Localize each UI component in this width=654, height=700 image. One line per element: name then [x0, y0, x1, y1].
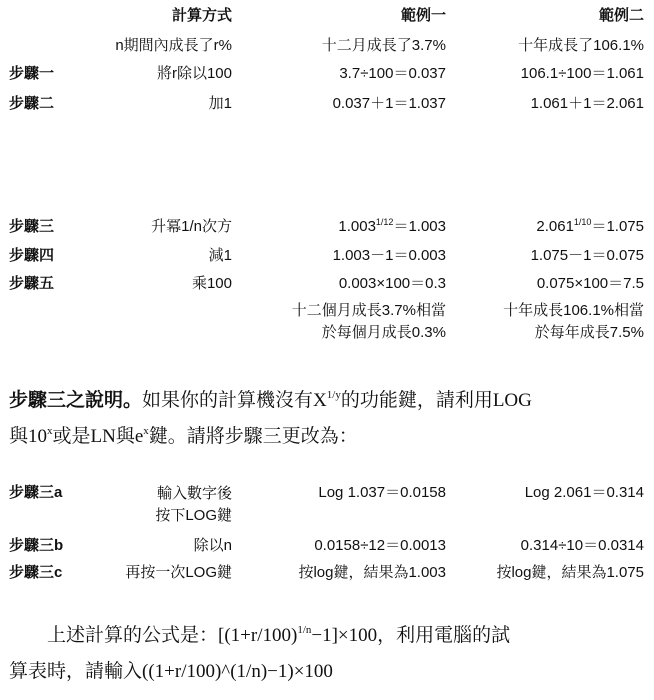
ten-power-key: 10$^x$ [28, 425, 53, 447]
premise-label-cell [0, 36, 110, 56]
step-3-label: 步驟三 [9, 218, 55, 235]
step-3-method: 升冪1/n次方 [151, 218, 232, 235]
step-4-method: 減1 [208, 247, 232, 264]
step-1-example-2: 106.1÷100＝1.061 [520, 65, 644, 82]
step-3c-label: 步驟三c [9, 564, 63, 581]
conclusion-example-2-line-2: 於每年成長7.5% [534, 324, 644, 341]
step-3a-method-line-1: 輸入數字後 [156, 485, 232, 502]
header-example-2: 範例二 [598, 7, 644, 24]
conclusion-example-2-line-1: 十年成長106.1%相當 [503, 302, 644, 319]
formula-line-1: 上述計算的公式是：$[(1+r/100)^{1/n}-1]\times 100$，利用電腦的試 [47, 624, 511, 646]
step-3c-example-1: 按log鍵，結果為1.003 [298, 564, 446, 581]
step-1-example-1: 3.7÷100＝0.037 [339, 65, 446, 82]
step-4-label: 步驟四 [9, 247, 55, 264]
step-5-method: 乘100 [191, 275, 232, 292]
explanation-title: 步驟三之說明。 [9, 390, 143, 411]
conclusion-example-1 [232, 300, 446, 344]
x-power-key: $X^{1/y}$ [313, 389, 341, 411]
step-1-label: 步驟一 [9, 65, 55, 82]
header-example-1: 範例一 [400, 7, 446, 24]
step-2-method: 加1 [208, 95, 232, 112]
calculation-table [0, 6, 654, 344]
conclusion-method-cell [110, 300, 232, 344]
conclusion-example-1-line-1: 十二個月成長3.7%相當 [291, 302, 446, 319]
step-5-example-2: 0.075×100＝7.5 [536, 275, 644, 292]
step-2-label: 步驟二 [9, 95, 55, 112]
step-2-example-2: 1.061＋1＝2.061 [530, 95, 644, 112]
e-power-key: $e^x$ [134, 425, 149, 447]
formula-paragraph [9, 618, 645, 690]
step-3-example-1: $1.003^{1/12}=1.003$ [338, 217, 446, 235]
premise-example-1: 十二月成長了3.7% [321, 37, 446, 54]
explanation-line-2: 與10$^x$或是LN與$e^x$鍵。請將步驟三更改為： [9, 425, 358, 447]
header-method: 計算方式 [171, 7, 232, 24]
step-3b-example-1: 0.0158÷12＝0.0013 [314, 537, 446, 554]
step-3a-label: 步驟三a [9, 484, 63, 501]
step-3a-method [110, 483, 232, 527]
step-3-example-2: $2.061^{1/10}=1.075$ [536, 217, 644, 235]
step-3c-example-2: 按log鍵，結果為1.075 [496, 564, 644, 581]
alternative-step-3-table [0, 483, 654, 583]
conclusion-label-cell [0, 300, 110, 344]
step-3-explanation [9, 383, 645, 455]
step-4-example-2: 1.075－1＝0.075 [530, 247, 644, 264]
premise-method: n期間內成長了r% [115, 37, 232, 54]
conclusion-example-2 [446, 300, 654, 344]
step-3a-example-2: Log 2.061＝0.314 [524, 484, 644, 501]
step-5-label: 步驟五 [9, 275, 55, 292]
header-label-cell [0, 6, 110, 26]
step-3b-label: 步驟三b [9, 537, 64, 554]
formula-line-2: 算表時，請輸入((1+r/100)^(1/n)−1)×100 [9, 661, 333, 682]
premise-example-2: 十年成長了106.1% [518, 37, 644, 54]
step-1-method: 將r除以100 [156, 65, 232, 82]
step-3b-example-2: 0.314÷10＝0.0314 [520, 537, 644, 554]
explanation-line-1: 步驟三之說明。如果你的計算機沒有$X^{1/y}$的功能鍵，請利用LOG [9, 389, 532, 411]
step-5-example-1: 0.003×100＝0.3 [338, 275, 446, 292]
step-3a-method-line-2: 按下LOG鍵 [155, 507, 232, 524]
formula-exponent: 1/n [297, 624, 312, 636]
conclusion-example-1-line-2: 於每個月成長0.3% [321, 324, 446, 341]
step-4-example-1: 1.003－1＝0.003 [332, 247, 446, 264]
step-3b-method: 除以n [193, 537, 232, 554]
step-3a-example-1: Log 1.037＝0.0158 [318, 484, 446, 501]
step-2-example-1: 0.037＋1＝1.037 [332, 95, 446, 112]
step-3c-method: 再按一次LOG鍵 [125, 564, 232, 581]
